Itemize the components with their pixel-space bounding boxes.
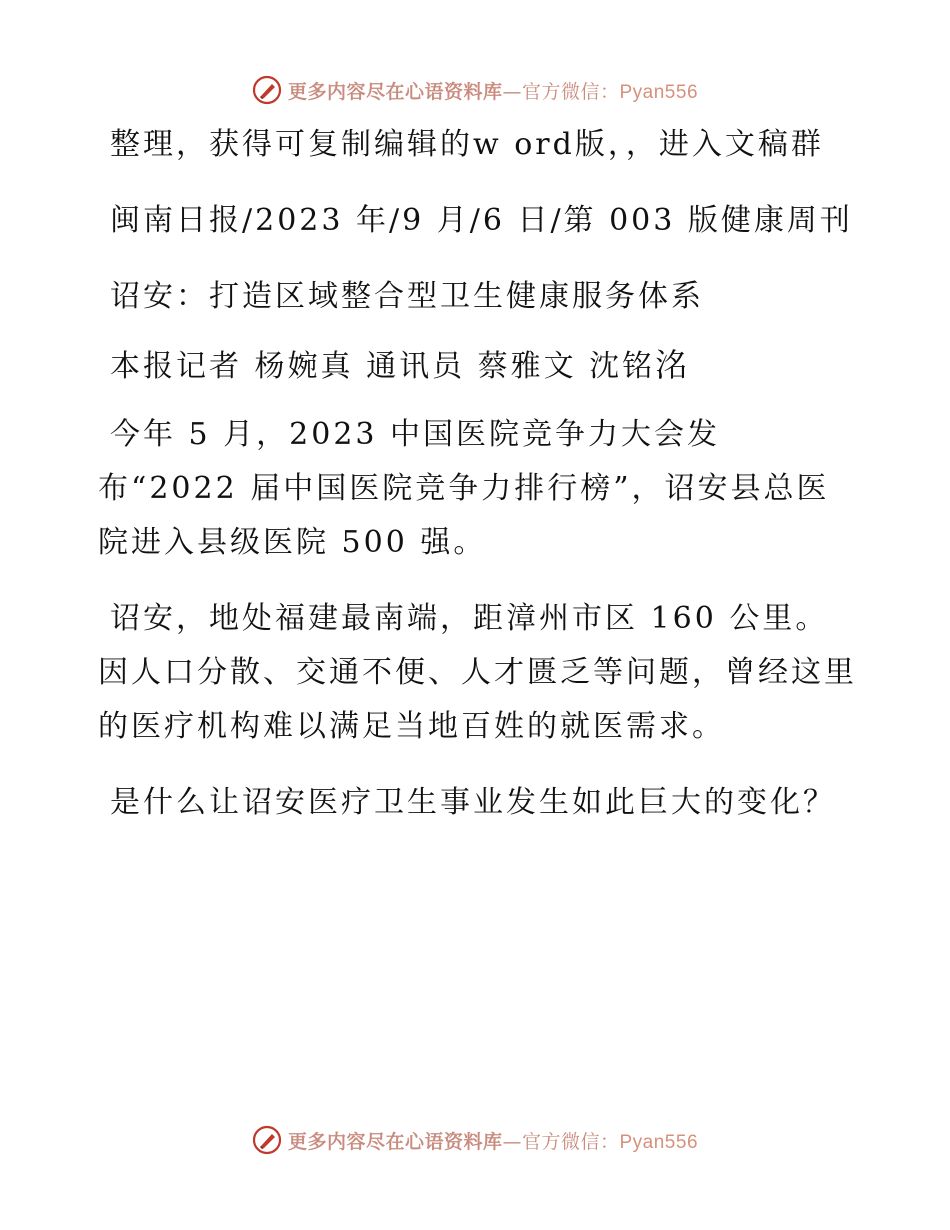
watermark-text: 更多内容尽在心语资料库—官方微信：Pyan556 [287, 80, 699, 103]
pen-logo-icon [252, 1125, 282, 1155]
byline-last-char: 洺 [655, 346, 691, 384]
paragraph-body-2: 诏安，地处福建最南端，距漳州市区 160 公里。因人口分散、交通不便、人才匮乏等问题，曾经这里的医疗机构难以满足当地百姓的就医需求。 [98, 601, 857, 744]
paragraph-body-1: 今年 5 月，2023 中国医院竞争力大会发布“2022 届中国医院竞争力排行榜”，诏安县总医院进入县级医院 500 强。 [98, 417, 830, 560]
pen-logo-icon [252, 75, 282, 105]
paragraph-source: 闽南日报/2023 年/9 月/6 日/第 003 版健康周刊 [110, 203, 853, 238]
article-title: 诏安：打造区域整合型卫生健康服务体系 [110, 279, 704, 314]
article-byline [98, 338, 858, 394]
document-body [98, 118, 858, 852]
header-watermark [0, 70, 950, 110]
watermark-text: 更多内容尽在心语资料库—官方微信：Pyan556 [287, 1130, 699, 1153]
byline-text: 本报记者 杨婉真 通讯员 蔡雅文 沈铭 [110, 349, 656, 384]
paragraph-body-3: 是什么让诏安医疗卫生事业发生如此巨大的变化？ [110, 785, 836, 820]
paragraph-intro: 整理，获得可复制编辑的w ord版，，进入文稿群 [110, 127, 824, 162]
footer-watermark [0, 1120, 950, 1160]
